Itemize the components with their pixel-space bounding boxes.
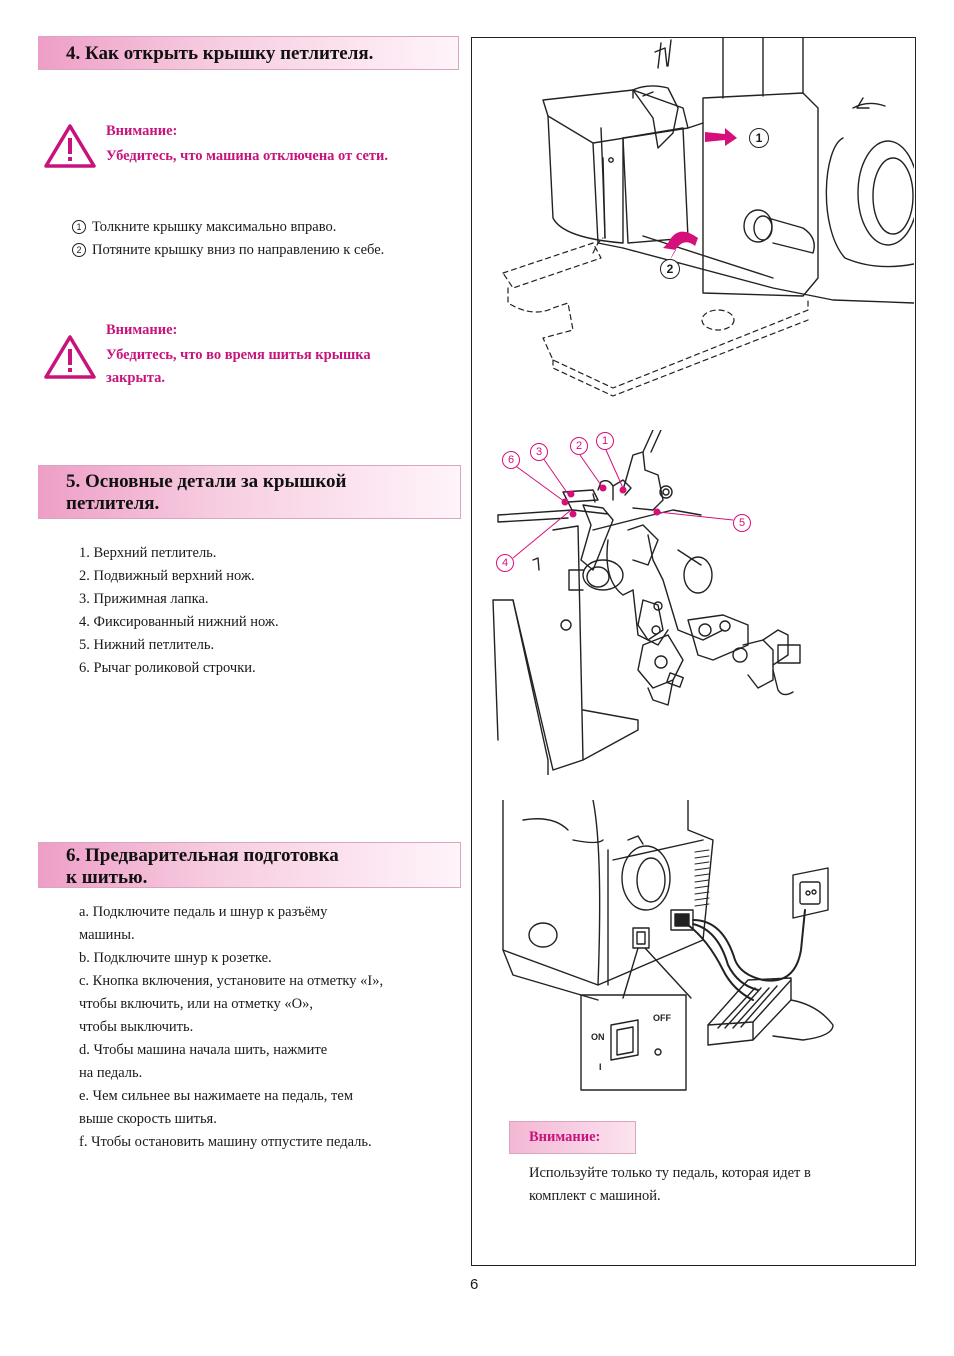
warning-2-text: Убедитесь, что во время шитья крышка закрыта.	[106, 347, 371, 386]
warning-1-text: Убедитесь, что машина отключена от сети.	[106, 148, 389, 164]
list-item: 2. Подвижный верхний нож.	[79, 568, 255, 584]
step-item	[72, 216, 384, 239]
list-item: 4. Фиксированный нижний нож.	[79, 614, 279, 630]
warning-2-label: Внимание:	[106, 322, 178, 338]
switch-i-label: I	[599, 1062, 602, 1072]
note-text: Используйте только ту педаль, которая идет в комплект с машиной.	[529, 1165, 811, 1204]
callout-4-icon: 4	[496, 554, 514, 572]
section-6-title: 6. Предварительная подготовка к шитью.	[66, 845, 339, 888]
warning-triangle-icon	[44, 123, 96, 169]
callout-1-icon: 1	[749, 128, 769, 148]
figure-open-cover	[473, 38, 914, 398]
list-item: 1. Верхний петлитель.	[79, 545, 217, 561]
figure-looper-parts	[473, 430, 914, 775]
switch-on-label: ON	[591, 1032, 605, 1042]
callout-3-icon: 3	[530, 443, 548, 461]
switch-off-label: OFF	[653, 1013, 671, 1023]
warning-1-label: Внимание:	[106, 123, 178, 139]
list-item: f. Чтобы остановить машину отпустите педаль.	[79, 1134, 372, 1150]
section-4-steps	[72, 216, 384, 262]
section-6-steps-list	[79, 901, 383, 1154]
section-5-parts-list	[79, 542, 279, 680]
warning-triangle-icon	[44, 334, 96, 380]
step-number-icon: 2	[72, 243, 86, 257]
callout-6-icon: 6	[502, 451, 520, 469]
callout-1-icon: 1	[596, 432, 614, 450]
list-item: 3. Прижимная лапка.	[79, 591, 209, 607]
list-item: a. Подключите педаль и шнур к разъёму машины.	[79, 904, 328, 943]
callout-5-icon: 5	[733, 514, 751, 532]
step-number-icon: 1	[72, 220, 86, 234]
list-item: d. Чтобы машина начала шить, нажмите на педаль.	[79, 1042, 328, 1081]
section-6-header	[38, 842, 461, 888]
figure-power-connection	[473, 800, 914, 1105]
page-number: 6	[470, 1276, 479, 1293]
section-5-header	[38, 465, 461, 519]
list-item: c. Кнопка включения, установите на отметку «I», чтобы включить, или на отметку «О», чтобы выключить.	[79, 973, 384, 1035]
note-label: Внимание:	[529, 1129, 601, 1145]
list-item: e. Чем сильнее вы нажимаете на педаль, тем выше скорость шитья.	[79, 1088, 353, 1127]
step-text: Толкните крышку максимально вправо.	[92, 219, 337, 235]
list-item: 6. Рычаг роликовой строчки.	[79, 660, 256, 676]
step-item	[72, 239, 384, 262]
callout-2-icon: 2	[660, 259, 680, 279]
section-5-title: 5. Основные детали за крышкой петлителя.	[66, 471, 347, 514]
note-header	[509, 1121, 636, 1154]
list-item: b. Подключите шнур к розетке.	[79, 950, 272, 966]
section-4-title: 4. Как открыть крышку петлителя.	[66, 43, 374, 64]
list-item: 5. Нижний петлитель.	[79, 637, 215, 653]
step-text: Потяните крышку вниз по направлению к себе.	[92, 242, 385, 258]
section-4-header	[38, 36, 459, 70]
callout-2-icon: 2	[570, 437, 588, 455]
